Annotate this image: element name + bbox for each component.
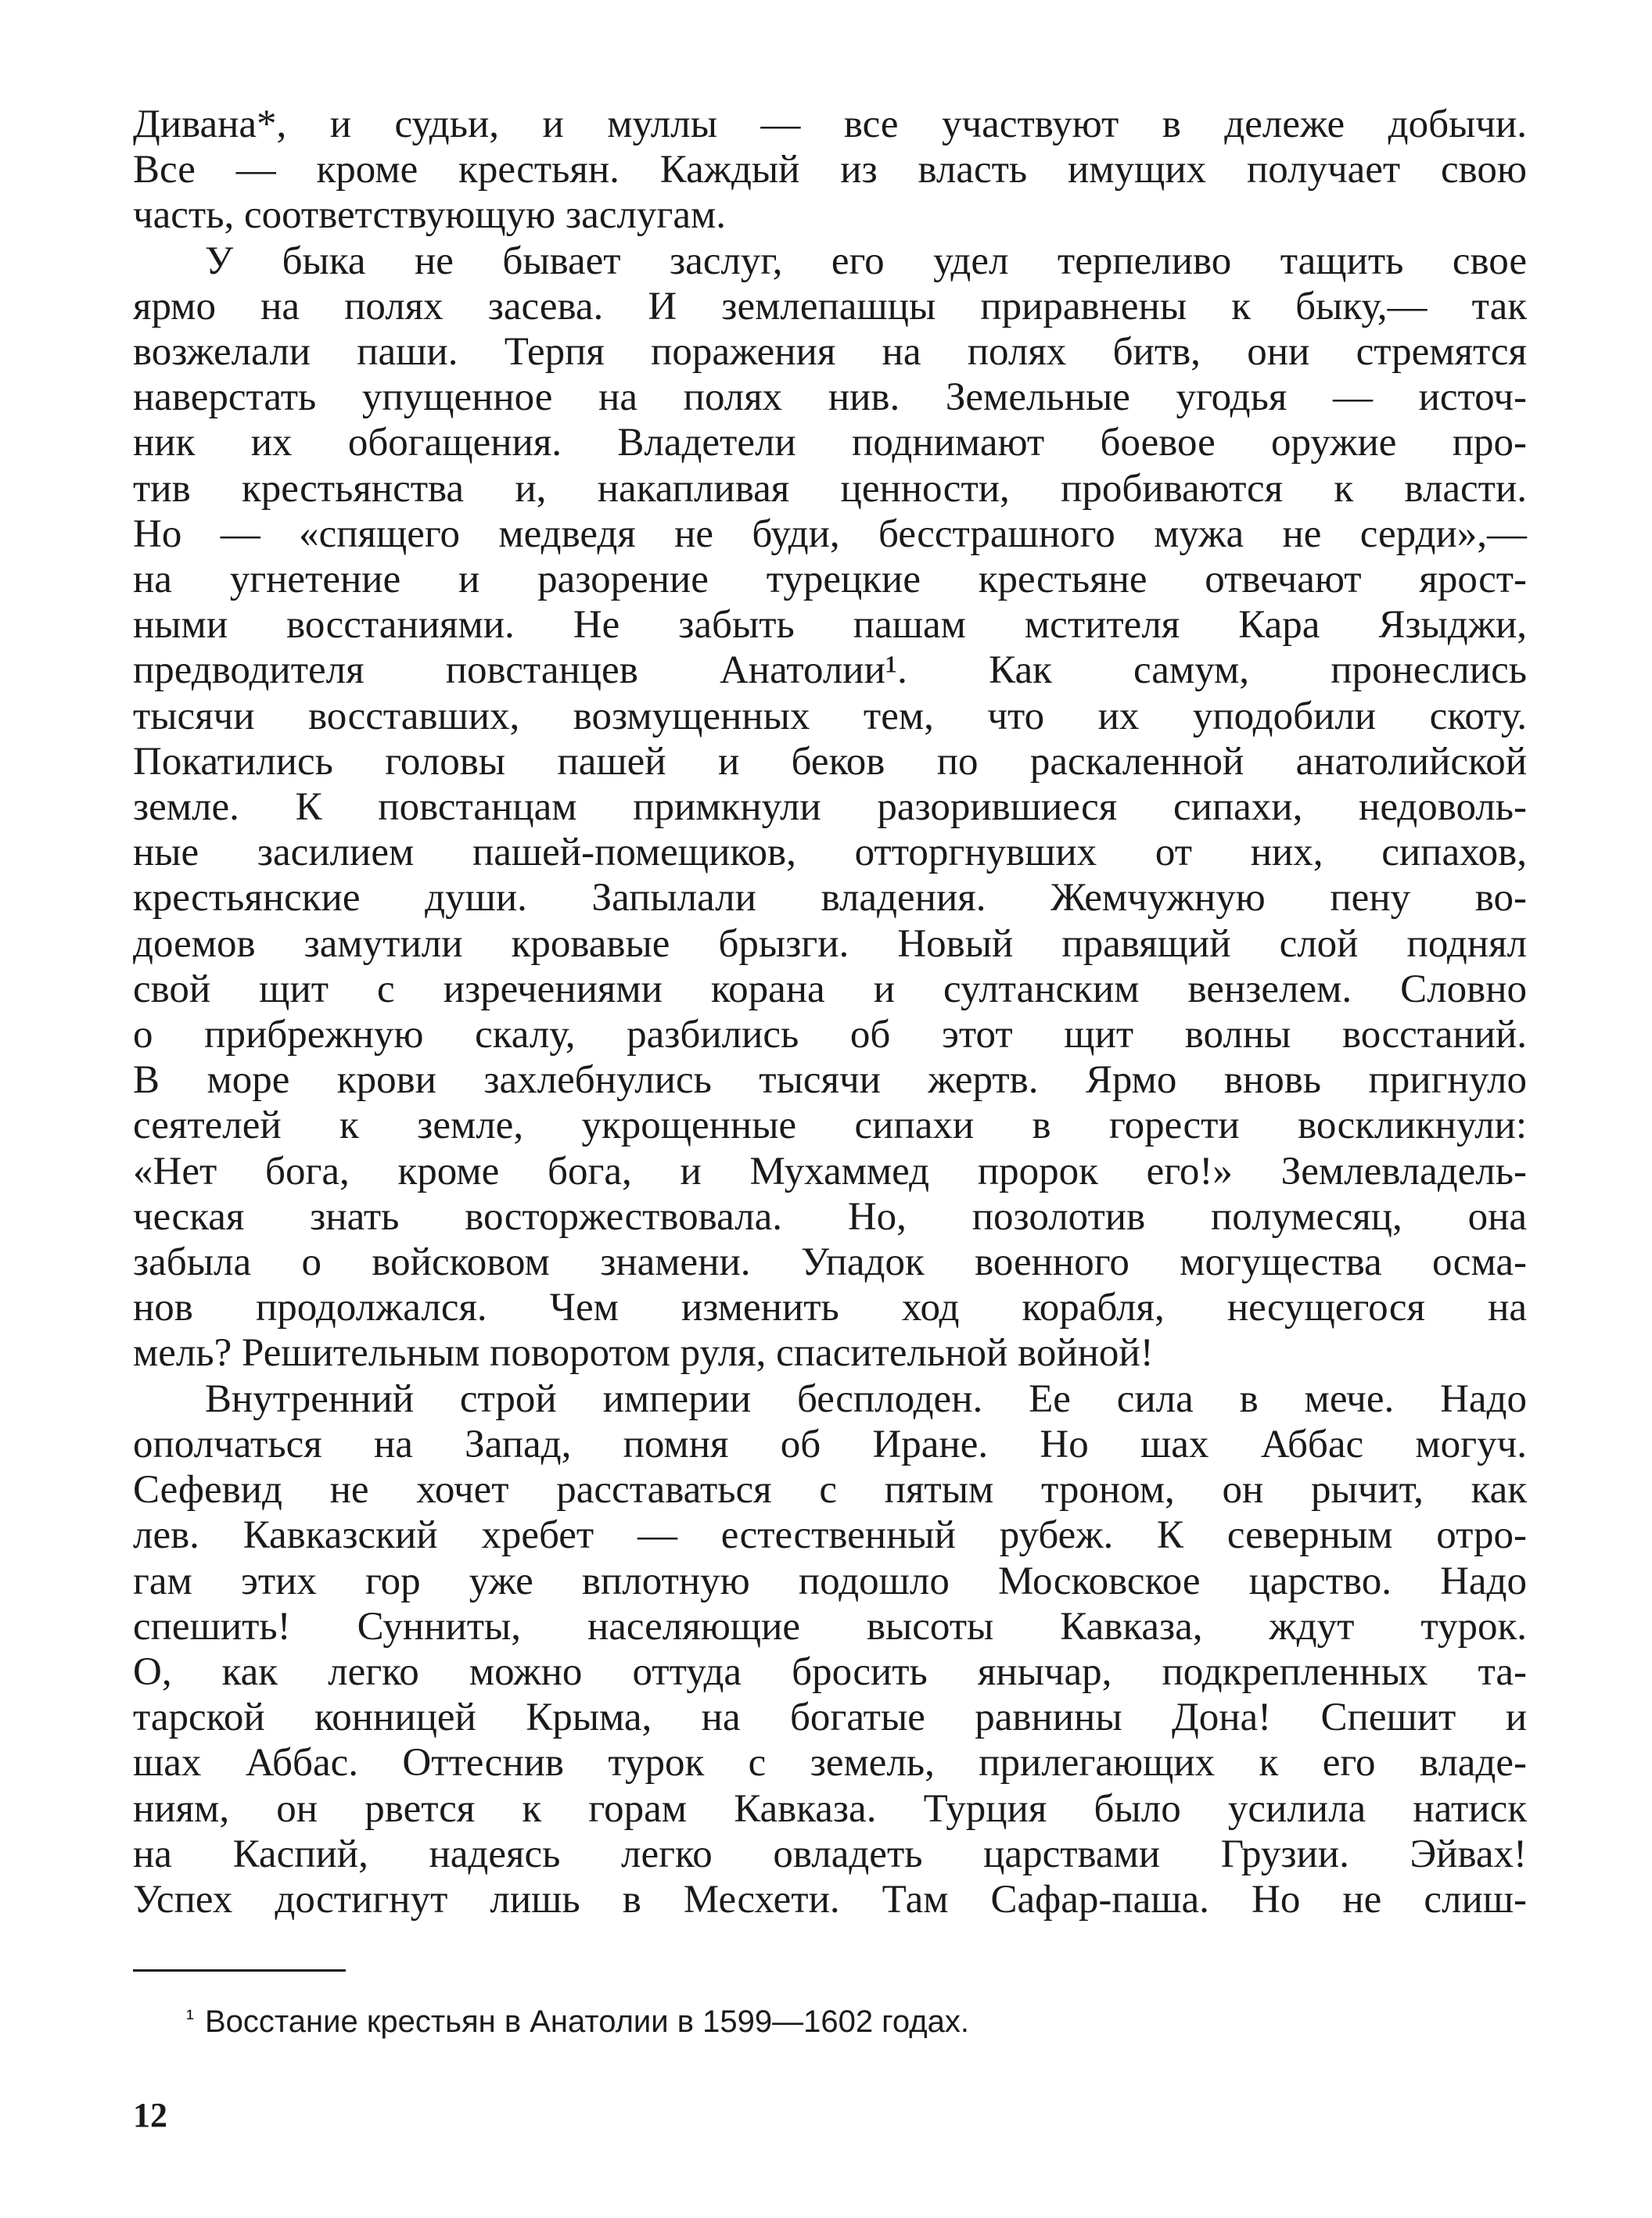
text-line: ными восстаниями. Не забыть пашам мстителя Кара Языджи,: [133, 603, 1527, 648]
text-line: гам этих гор уже вплотную подошло Московское царство. Надо: [133, 1559, 1527, 1603]
text-line: ник их обогащения. Владетели поднимают боевое оружие про-: [133, 421, 1527, 465]
footnote: [133, 1999, 1527, 2041]
text-line: мель? Решительным поворотом руля, спасительной войной!: [133, 1331, 1154, 1376]
text-line: У быка не бывает заслуг, его удел терпеливо тащить свое: [205, 239, 1527, 283]
text-line: Успех достигнут лишь в Месхети. Там Сафар-паша. Но не слиш-: [133, 1877, 1527, 1922]
text-line: О, как легко можно оттуда бросить янычар, подкрепленных та-: [133, 1649, 1527, 1694]
text-line: Внутренний строй империи бесплоден. Ее сила в мече. Надо: [205, 1376, 1527, 1421]
text-line: предводителя повстанцев Анатолии¹. Как самум, пронеслись: [133, 648, 1527, 693]
footnote-divider: [133, 1969, 346, 1972]
paragraph-1: [133, 102, 1527, 239]
text-line: Дивана*, и судьи, и муллы — все участвуют в дележе добычи.: [133, 102, 1527, 146]
text-line: ниям, он рвется к горам Кавказа. Турция было усилила натиск: [133, 1786, 1527, 1831]
text-line: тысячи восставших, возмущенных тем, что их уподобили скоту.: [133, 694, 1527, 738]
footnote-text: Восстание крестьян в Анатолии в 1599—1602 годах.: [205, 2004, 969, 2039]
text-line: «Нет бога, кроме бога, и Мухаммед пророк его!» Землевладель-: [133, 1149, 1527, 1193]
text-line: ополчаться на Запад, помня об Иране. Но шах Аббас могуч.: [133, 1422, 1527, 1466]
text-line: забыла о войсковом знамени. Упадок военного могущества осма-: [133, 1240, 1527, 1285]
text-line: тив крестьянства и, накапливая ценности, пробиваются к власти.: [133, 466, 1527, 511]
text-line: шах Аббас. Оттеснив турок с земель, прилегающих к его владе-: [133, 1741, 1527, 1786]
text-line: на угнетение и разорение турецкие крестьяне отвечают ярост-: [133, 558, 1527, 602]
paragraph-3: [133, 1376, 1527, 1922]
text-line: наверстать упущенное на полях нив. Земельные угодья — источ-: [133, 375, 1527, 420]
text-line: ные засилием пашей-помещиков, отторгнувших от них, сипахов,: [133, 831, 1527, 875]
text-line: земле. К повстанцам примкнули разорившиеся сипахи, недоволь-: [133, 785, 1527, 830]
footnote-marker: ¹: [186, 2005, 194, 2031]
text-line: на Каспий, надеясь легко овладеть царствами Грузии. Эйвах!: [133, 1832, 1527, 1876]
text-line: В море крови захлебнулись тысячи жертв. Ярмо вновь пригнуло: [133, 1058, 1527, 1103]
text-line: сеятелей к земле, укрощенные сипахи в горести воскликнули:: [133, 1104, 1527, 1148]
text-line: свой щит с изречениями корана и султанским вензелем. Словно: [133, 967, 1527, 1011]
text-line: ческая знать восторжествовала. Но, позолотив полумесяц, она: [133, 1194, 1527, 1239]
text-line: Сефевид не хочет расставаться с пятым троном, он рычит, как: [133, 1468, 1527, 1513]
text-line: тарской конницей Крыма, на богатые равнины Дона! Спешит и: [133, 1696, 1527, 1740]
text-line: Покатились головы пашей и беков по раскаленной анатолийской: [133, 739, 1527, 784]
paragraph-2: [133, 239, 1527, 1376]
text-line: спешить! Сунниты, населяющие высоты Кавказа, ждут турок.: [133, 1604, 1527, 1649]
text-line: нов продолжался. Чем изменить ход корабля, несущегося на: [133, 1286, 1527, 1330]
text-line: о прибрежную скалу, разбились об этот щит волны восстаний.: [133, 1013, 1527, 1057]
page-body: [133, 102, 1527, 1922]
page-number: 12: [133, 2096, 167, 2134]
text-line: ярмо на полях засева. И землепашцы приравнены к быку,— так: [133, 284, 1527, 328]
text-line: Все — кроме крестьян. Каждый из власть имущих получает свою: [133, 148, 1527, 192]
text-line: доемов замутили кровавые брызги. Новый правящий слой поднял: [133, 921, 1527, 966]
text-line: крестьянские души. Запылали владения. Жемчужную пену во-: [133, 876, 1527, 921]
text-line: лев. Кавказский хребет — естественный рубеж. К северным отро-: [133, 1513, 1527, 1558]
text-line: Но — «спящего медведя не буди, бесстрашного мужа не серди»,—: [133, 511, 1527, 556]
text-line: часть, соответствующую заслугам.: [133, 193, 726, 238]
text-line: возжелали паши. Терпя поражения на полях битв, они стремятся: [133, 330, 1527, 375]
